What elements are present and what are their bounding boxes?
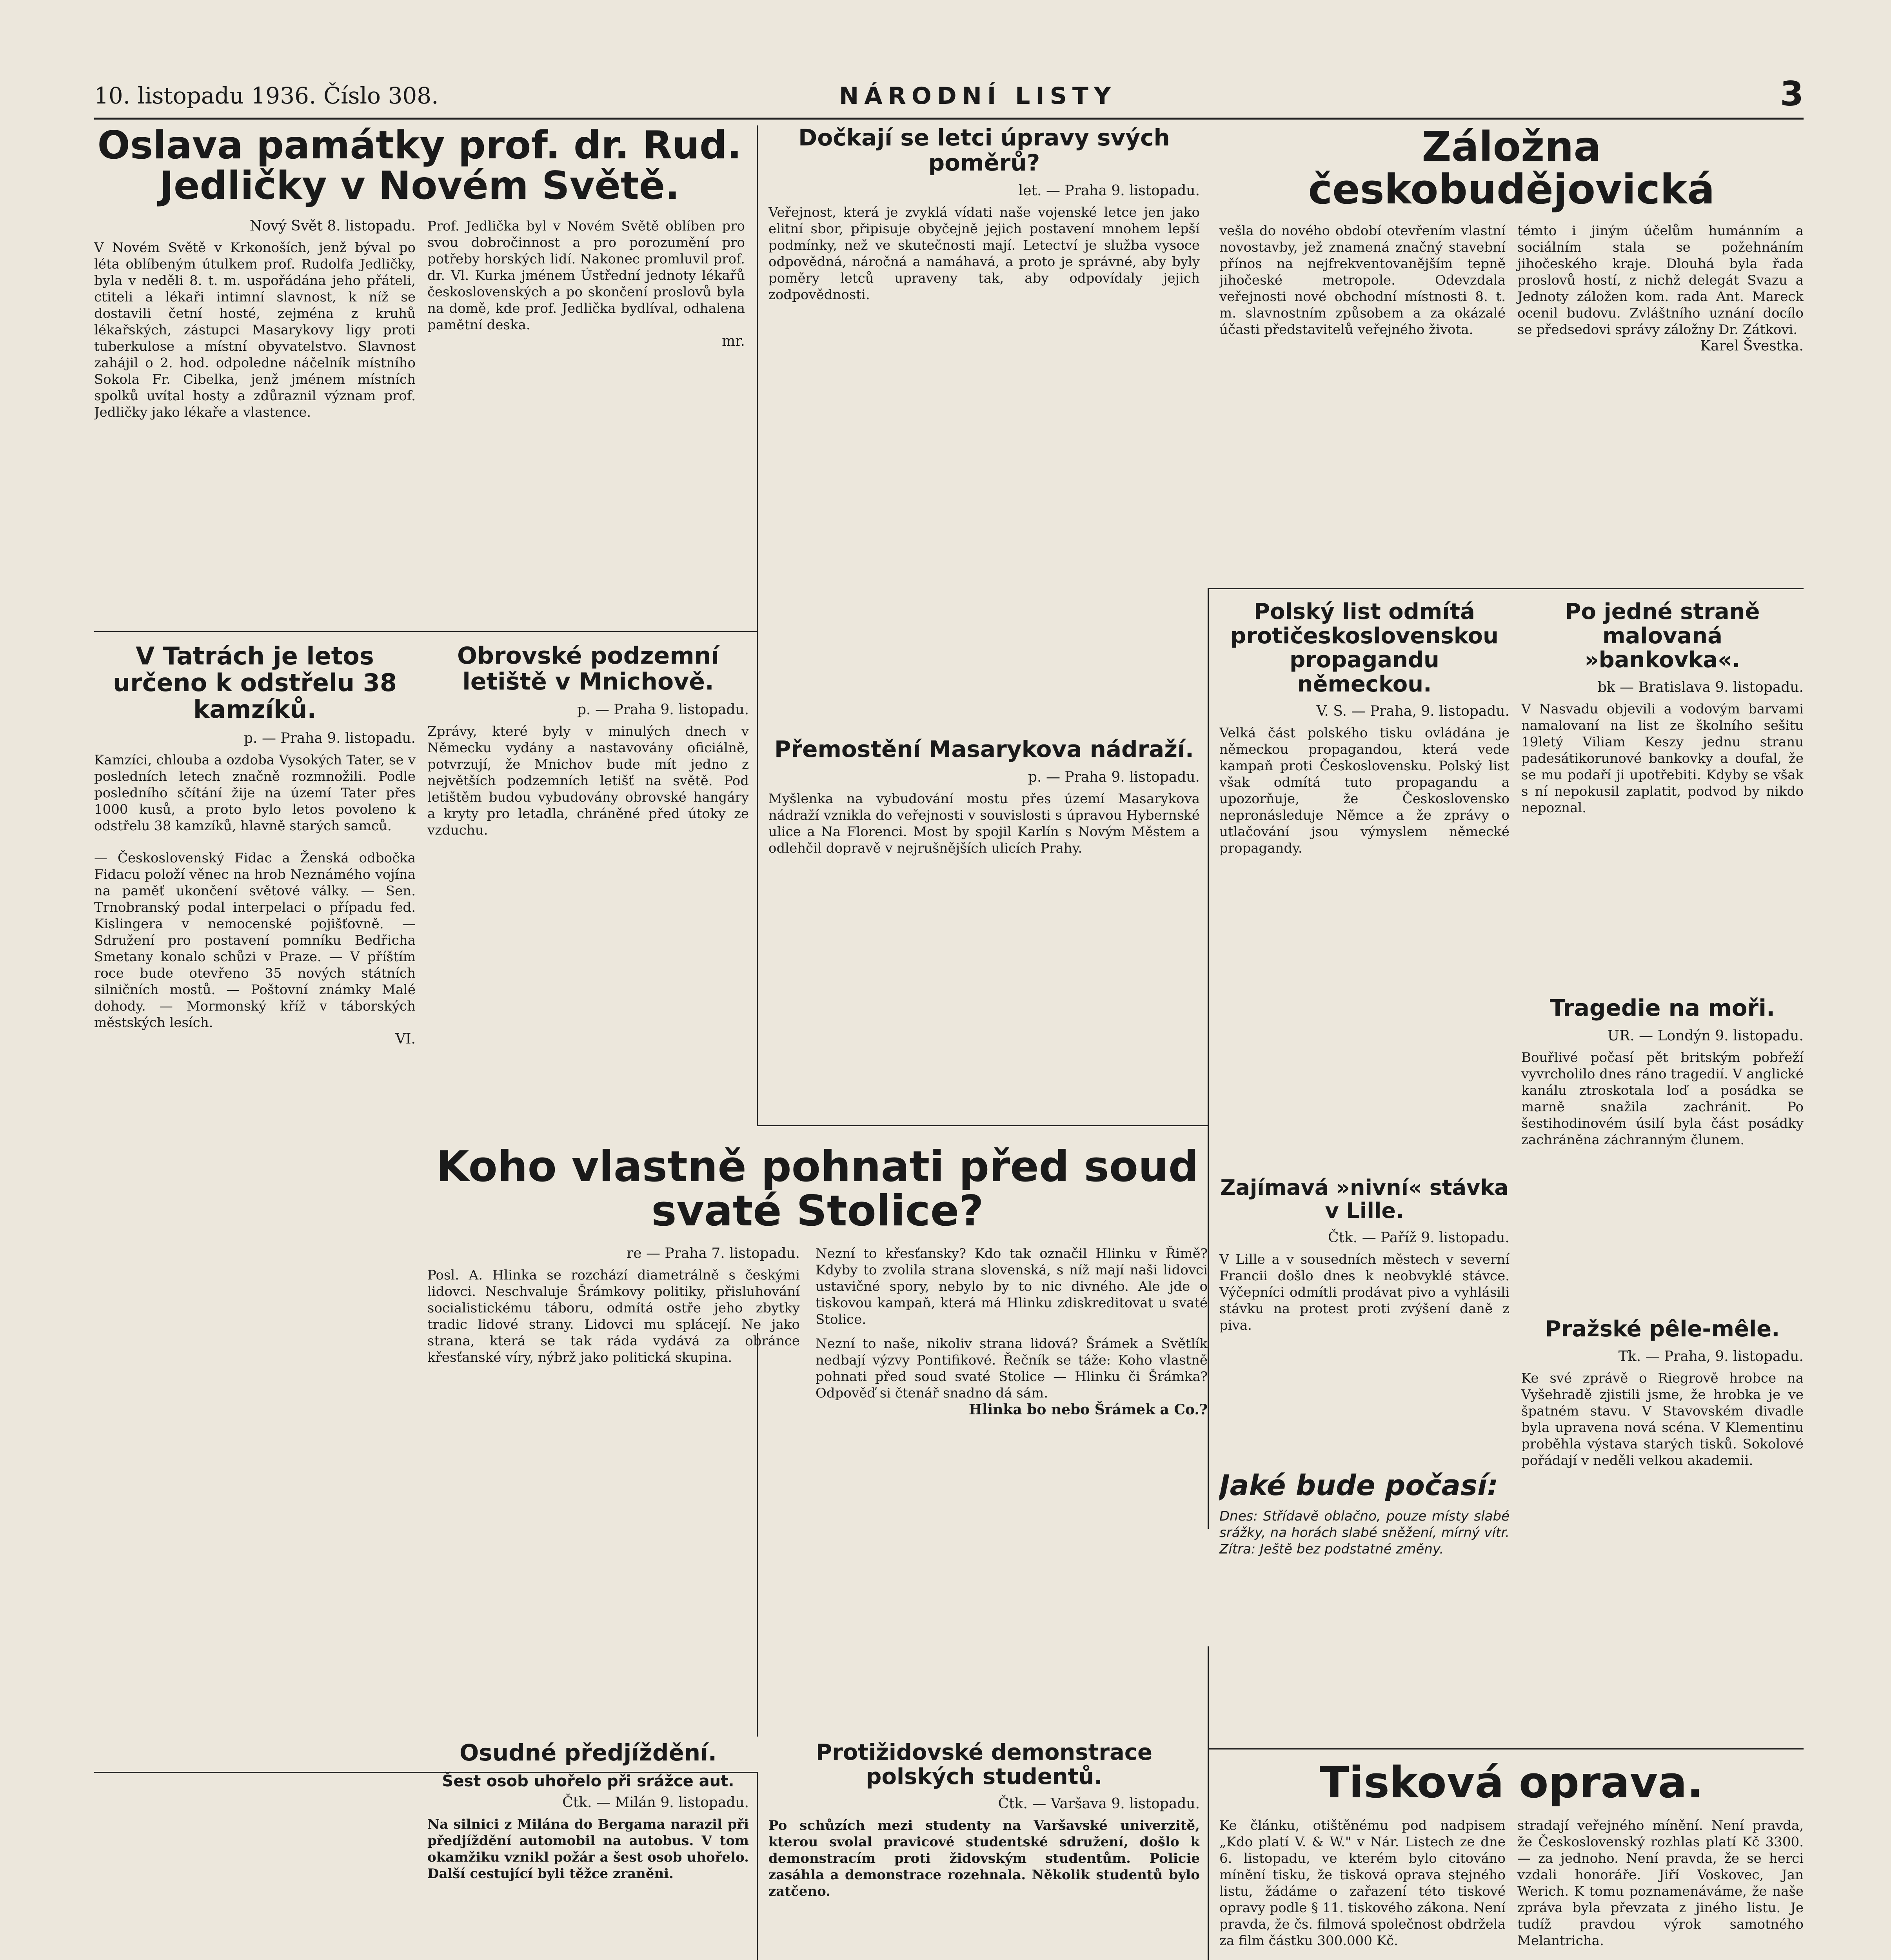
article-dateline: V. S. — Praha, 9. listopadu. (1316, 703, 1510, 720)
article-title: V Tatrách je letos určeno k odstřelu 38 kamzíků. (113, 643, 397, 724)
article-dateline: Čtk. — Milán 9. listopadu. (562, 1794, 749, 1811)
article-pele-mele (1521, 1317, 1804, 1740)
newspaper-name: NÁRODNÍ LISTY (839, 82, 1117, 110)
column-rule (1208, 588, 1209, 1529)
article-title: Tragedie na moři. (1549, 996, 1775, 1021)
section-rule (1208, 1748, 1804, 1749)
article-letci (768, 125, 1200, 627)
page-number: 3 (1780, 74, 1804, 114)
article-body: Myšlenka na vybudování mostu přes území Masarykova nádraží vznikla do veřejnosti v souvislosti s úpravou Hybernské ulice a Na Florenci. Most by spojil Karlín s Novým Městem a odlehčil dopravě v nejrušnějších ulicích Prahy. (768, 791, 1200, 856)
article-body: vešla do nového období otevřením vlastní novostavby, jež znamená značný stavební přínos na nejfrekventovanějším tepně jihočeské metropole. Odevzdala veřejnosti nové obchodní místnosti 8. t. m. slavnostním způsobem a za okázalé účasti představitelů veřejného života. (1219, 223, 1506, 338)
column-rule (1208, 1646, 1209, 1960)
article-body: stradají veřejného mínění. Není pravda, že Československý rozhlas platí Kč 3300.— za jednoho. Není pravda, že se herci vzdali honoráře. Jiří Voskovec, Jan Werich. K tomu poznamenáváme, že naše zpráva byla převzata z jiného listu. Je tudíž pravdou výrok samotného Melantricha. (1517, 1817, 1804, 1949)
article-body: V Nasvadu objevili a vodovým barvami namalovaní na list ze školního sešitu 19letý Viliam Keszy jednu stranu padesátikorunové bankovky a doufal, že se mu podaří ji upotřebiti. Kdyby se však s ní nepokusil zaplatit, podvod by nikdo nepoznal. (1521, 701, 1804, 816)
article-signature: mr. (722, 333, 745, 349)
article-body: Velká část polského tisku ovládána je německou propagandou, která vede kampaň proti Československu. Polský list však odmítá tuto propagandu a upozorňuje, že Československo nepronásleduje Němce a že zprávy o utlačování jsou výmyslem německé propagandy. (1219, 725, 1510, 857)
article-body: V Novém Světě v Krkonoších, jenž býval po léta oblíbeným útulkem prof. Rudolfa Jedličky, byla v neděli 8. t. m. uspořádána jeho přáteli, ctiteli a lékaři intimní slavnost, k níž se dostavili četní hosté, zejména z kruhů lékařských, zástupci Masarykovy ligy proti tuberkulose a místní obyvatelstvo. Slavnost zahájil o 2. hod. odpoledne náčelník místního Sokola Fr. Cibelka, jenž jménem místních spolků uvítal hosty a zdůraznil význam prof. Jedličky jako lékaře a vlastence. (94, 240, 416, 420)
page-header (94, 74, 1804, 118)
article-title: Zajímavá »nivní« stávka v Lille. (1220, 1176, 1509, 1223)
section-rule (757, 1125, 1208, 1126)
article-title: Tisková oprava. (1319, 1760, 1704, 1808)
article-title: Obrovské podzemní letiště v Mnichově. (457, 643, 719, 695)
article-dateline: p. — Praha 9. listopadu. (244, 730, 416, 746)
column-rule (757, 1772, 758, 1960)
article-zalozna (1219, 125, 1804, 584)
article-body: Nezní to naše, nikoliv strana lidová? Šrámek a Světlík nedbají výzvy Pontifikové. Řečník se táže: Koho vlastně pohnati před soud svaté Stolice — Hlinku či Šrámka? Odpověď si čtenář snadno dá sám. (816, 1336, 1208, 1401)
article-body: Prof. Jedlička byl v Novém Světě oblíben pro svou dobročinnost a pro porozumění pro potřeby horských lidí. Nakonec promluvil prof. dr. Vl. Kurka jménem Ústřední jednoty lékařů československých a po skončení proslovů byla na domě, kde prof. Jedlička bydlíval, odhalena pamětní deska. (427, 218, 745, 333)
weather-box (1219, 1470, 1510, 1635)
date-issue: 10. listopadu 1936. Číslo 308. (94, 82, 439, 109)
article-dateline: re — Praha 7. listopadu. (626, 1245, 800, 1261)
article-masaryk-nadrazi (768, 737, 1200, 1117)
article-polsky (1219, 600, 1510, 1160)
article-body: Posl. A. Hlinka se rozchází diametrálně s českými lidovci. Neschvaluje Šrámkovy politiky, přisluhování socialistickému táboru, odmítá ostře jeho zbytky tradic lidové strany. Lidovci mu splácejí. Ne jako strana, která se tak ráda vydává za obránce křesťanské víry, nýbrž jako politická skupina. (427, 1267, 800, 1365)
article-tiskova (1219, 1760, 1804, 1960)
section-rule (1208, 588, 1804, 589)
article-body: Bouřlivé počasí pět britským pobřeží vyvrcholilo dnes ráno tragedií. V anglické kanálu ztroskotala loď a posádka se marně snažila zachránit. Po šestihodinovém úsilí byla část posádky zachráněna záchranným člunem. (1521, 1049, 1804, 1148)
article-stavka (1219, 1176, 1510, 1458)
article-title: Dočkají se letci úpravy svých poměrů? (798, 125, 1170, 176)
article-body: V Lille a v sousedních městech v severní Francii došlo dnes k neobvyklé stávce. Výčepníci odmítli prodávat pivo a vyhlásili stávku na protest proti zvýšení daně z piva. (1219, 1251, 1510, 1333)
article-title: Pražské pêle-mêle. (1545, 1317, 1780, 1342)
article-tatry (94, 643, 416, 1427)
article-body: Ke své zprávě o Riegrově hrobce na Vyšehradě zjistili jsme, že hrobka je ve špatném stavu. V Stavovském divadle byla upravena nová scéna. V Klementinu proběhla výstava starých tisků. Sokolové pořádají v neděli velkou akademii. (1521, 1370, 1804, 1468)
article-title: Záložna českobudějovická (1308, 125, 1715, 214)
article-predjizdeni (427, 1740, 749, 1960)
article-dateline: let. — Praha 9. listopadu. (1018, 182, 1200, 199)
article-dateline: Tk. — Praha, 9. listopadu. (1618, 1348, 1804, 1365)
article-title: Polský list odmítá protičeskoslovenskou propagandu německou. (1230, 600, 1499, 697)
short-news: — Československý Fidac a Ženská odbočka Fidacu položí věnec na hrob Neznámého vojína na paměť ukončení světové války. — Sen. Trnobranský podal interpelaci o případu fed. Kislingera v nemocenské pojišťovně. — Sdružení pro postavení pomníku Bedřicha Smetany konalo schůzi v Praze. — V příštím roce bude otevřeno 35 nových státních silničních mostů. — Poštovní známky Malé dohody. — Mormonský kříž v táborských městských lesích. (94, 850, 416, 1031)
article-title: Koho vlastně pohnati před soud svaté Stolice? (436, 1145, 1199, 1236)
article-dateline: p. — Praha 9. listopadu. (1028, 769, 1200, 785)
weather-text: Dnes: Střídavě oblačno, pouze místy slabé srážky, na horách slabé sněžení, mírný vítr. Zítra: Ještě bez podstatné změny. (1219, 1508, 1510, 1557)
article-body: Zprávy, které byly v minulých dnech v Německu vydány a nastavovány oficiálně, potvrzují, že Mnichov bude mít jedno z největších podzemních letišť na světě. Pod letištěm budou vybudovány obrovské hangáry a kryty pro letadla, chráněné před útoky ze vzduchu. (427, 724, 749, 838)
section-rule (94, 631, 757, 632)
article-stolice (427, 1145, 1208, 1725)
article-signature: VI. (395, 1031, 416, 1047)
article-title: Osudné předjíždění. (459, 1740, 717, 1766)
article-title: Po jedné straně malovaná »bankovka«. (1565, 600, 1760, 673)
article-body: Po schůzích mezi studenty na Varšavské univerzitě, kterou svolal pravicové studentské sdružení, došlo k demonstracím proti židovským studentům. Policie zasáhla a demonstrace rozehnala. Několik studentů bylo zatčeno. (768, 1818, 1200, 1900)
article-body: Kamzíci, chlouba a ozdoba Vysokých Tater, se v posledních letech značně rozmnožili. Podle posledního sčítání žije na území Tater přes 1000 kusů, a proto bylo letos povoleno k odstřelu 38 kamzíků, hlavně starých samců. (94, 752, 416, 834)
column-rule (757, 125, 758, 1125)
article-subtitle: Šest osob uhořelo při srážce aut. (442, 1772, 734, 1790)
article-body: Ke článku, otištěnému pod nadpisem „Kdo platí V. & W." v Nár. Listech ze dne 6. listopadu, ve kterém bylo citováno mínění tisku, že tisková oprava stejného listu, žádáme o zařazení této tiskové opravy podle § 11. tiskového zákona. Není pravda, že čs. filmová společnost obdržela za film částku 300.000 Kč. (1219, 1817, 1506, 1949)
article-mnichov (427, 643, 749, 1137)
article-tragedie (1521, 996, 1804, 1309)
article-dateline: Čtk. — Varšava 9. listopadu. (998, 1796, 1200, 1812)
article-dateline: bk — Bratislava 9. listopadu. (1597, 679, 1804, 695)
article-body: témto i jiným účelům humánním a sociálním stala se požehnáním jihočeského kraje. Dlouhá byla řada proslovů hostí, z nichž delegát Svazu a Jednoty záložen kom. rada Ant. Mareck ocenil budovu. Zvláštního uznání docílo se předsedovi správy záložny Dr. Zátkovi. (1517, 223, 1804, 338)
article-title: Protižidovské demonstrace polských studentů. (816, 1740, 1152, 1789)
article-dateline: p. — Praha 9. listopadu. (577, 702, 749, 718)
article-signature: Hlinka bo nebo Šrámek a Co.? (968, 1401, 1208, 1418)
article-dateline: Nový Svět 8. listopadu. (249, 218, 416, 234)
article-signature: Karel Švestka. (1700, 338, 1804, 354)
article-dateline: UR. — Londýn 9. listopadu. (1607, 1027, 1804, 1044)
article-body: Nezní to křesťansky? Kdo tak označil Hlinku v Řimě? Kdyby to zvolila strana slovenská, s níž mají naši lidovci ustavičné spory, nebylo by to nic divného. Ale jde o tiskovou kampaň, která má Hlinku zdiskreditovat u svaté Stolice. (816, 1245, 1208, 1327)
article-malovana (1521, 600, 1804, 988)
article-jedlicka (94, 125, 745, 627)
header-rule (94, 118, 1804, 120)
article-title: Přemostění Masarykova nádraží. (774, 737, 1194, 762)
article-dateline: Čtk. — Paříž 9. listopadu. (1328, 1229, 1510, 1246)
article-body: Veřejnost, která je zvyklá vídati naše vojenské letce jen jako elitní sbor, připisuje obyčejně jejich postavení mnohem lepší podmínky, než ve skutečnosti mají. Letectví je služba vysoce odpovědná, náročná a namáhavá, a proto je správné, aby byly poměry letců upraveny tak, aby odpovídaly jejich zodpovědnosti. (768, 204, 1200, 303)
article-body: Na silnici z Milána do Bergama narazil při předjíždění automobil na autobus. V tom okamžiku vznikl požár a šest osob uhořelo. Další cestující byli těžce zraněni. (427, 1816, 749, 1882)
article-title: Oslava památky prof. dr. Rud. Jedličky v Novém Světě. (97, 125, 742, 208)
article-demonstrace (768, 1740, 1200, 1960)
article-title: Jaké bude počasí: (1219, 1470, 1499, 1502)
